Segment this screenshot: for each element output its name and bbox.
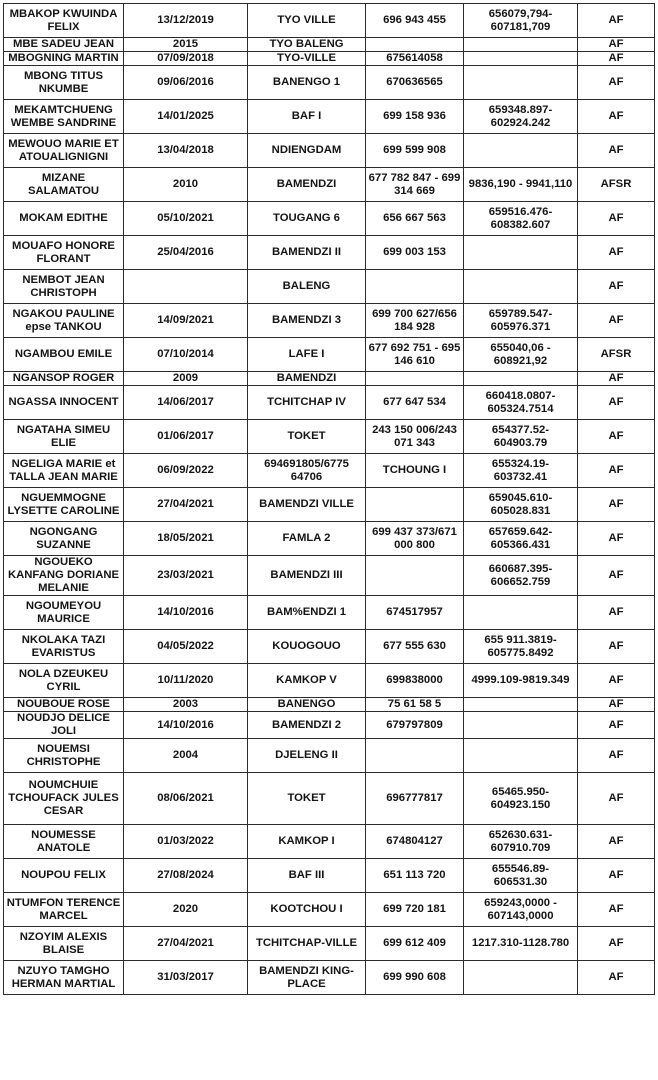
cell-date: 10/11/2020 <box>124 664 248 698</box>
cell-name: NOUEMSI CHRISTOPHE <box>4 739 124 773</box>
table-row <box>4 630 655 664</box>
cell-status: AF <box>578 4 655 38</box>
cell-locality: FAMLA 2 <box>248 522 366 556</box>
cell-coordinates <box>464 270 578 304</box>
cell-coordinates: 1217.310-1128.780 <box>464 927 578 961</box>
cell-locality: BAMENDZI III <box>248 556 366 596</box>
cell-phone: 699 437 373/671 000 800 <box>366 522 464 556</box>
cell-name: MOKAM EDITHE <box>4 202 124 236</box>
cell-name: NGONGANG SUZANNE <box>4 522 124 556</box>
table-row <box>4 270 655 304</box>
cell-locality: BAF III <box>248 859 366 893</box>
cell-phone: 656 667 563 <box>366 202 464 236</box>
cell-phone: 677 555 630 <box>366 630 464 664</box>
cell-locality: KAMKOP V <box>248 664 366 698</box>
cell-date: 2004 <box>124 739 248 773</box>
cell-phone <box>366 372 464 386</box>
cell-locality: TCHITCHAP-VILLE <box>248 927 366 961</box>
cell-coordinates <box>464 134 578 168</box>
cell-name: NOUPOU FELIX <box>4 859 124 893</box>
cell-name: MIZANE SALAMATOU <box>4 168 124 202</box>
cell-coordinates <box>464 698 578 712</box>
cell-phone <box>366 488 464 522</box>
table-row <box>4 420 655 454</box>
cell-locality: DJELENG II <box>248 739 366 773</box>
cell-coordinates: 655040,06 - 608921,92 <box>464 338 578 372</box>
cell-coordinates <box>464 66 578 100</box>
cell-coordinates: 655546.89-606531.30 <box>464 859 578 893</box>
table-row <box>4 66 655 100</box>
cell-locality: TOKET <box>248 420 366 454</box>
cell-name: NEMBOT JEAN CHRISTOPH <box>4 270 124 304</box>
cell-phone: 699 003 153 <box>366 236 464 270</box>
cell-coordinates <box>464 372 578 386</box>
cell-date: 23/03/2021 <box>124 556 248 596</box>
cell-locality: BAMENDZI <box>248 168 366 202</box>
cell-status: AF <box>578 386 655 420</box>
table-row <box>4 859 655 893</box>
cell-locality: TOKET <box>248 773 366 825</box>
cell-coordinates <box>464 961 578 995</box>
cell-phone: 699 720 181 <box>366 893 464 927</box>
cell-date: 07/10/2014 <box>124 338 248 372</box>
cell-phone: TCHOUNG I <box>366 454 464 488</box>
cell-status: AF <box>578 100 655 134</box>
cell-status: AF <box>578 454 655 488</box>
table-row <box>4 825 655 859</box>
table-row <box>4 52 655 66</box>
table-row <box>4 168 655 202</box>
cell-status: AF <box>578 236 655 270</box>
cell-coordinates <box>464 712 578 739</box>
table-row <box>4 304 655 338</box>
cell-phone: 699 158 936 <box>366 100 464 134</box>
cell-date: 08/06/2021 <box>124 773 248 825</box>
cell-status: AF <box>578 825 655 859</box>
cell-date: 07/09/2018 <box>124 52 248 66</box>
cell-phone: 699 612 409 <box>366 927 464 961</box>
registry-table <box>3 3 655 995</box>
cell-date: 14/06/2017 <box>124 386 248 420</box>
cell-status: AF <box>578 38 655 52</box>
cell-status: AF <box>578 596 655 630</box>
cell-locality: KOUOGOUO <box>248 630 366 664</box>
cell-phone: 243 150 006/243 071 343 <box>366 420 464 454</box>
cell-status: AF <box>578 202 655 236</box>
cell-date: 05/10/2021 <box>124 202 248 236</box>
cell-name: NOLA DZEUKEU CYRIL <box>4 664 124 698</box>
cell-name: NZUYO TAMGHO HERMAN MARTIAL <box>4 961 124 995</box>
cell-name: MBE SADEU JEAN <box>4 38 124 52</box>
cell-date: 2020 <box>124 893 248 927</box>
cell-name: NGANSOP ROGER <box>4 372 124 386</box>
cell-locality: BAM%ENDZI 1 <box>248 596 366 630</box>
cell-name: NTUMFON TERENCE MARCEL <box>4 893 124 927</box>
table-row <box>4 134 655 168</box>
cell-locality: BAMENDZI <box>248 372 366 386</box>
cell-locality: 694691805/6775 64706 <box>248 454 366 488</box>
cell-coordinates <box>464 236 578 270</box>
cell-coordinates: 657659.642-605366.431 <box>464 522 578 556</box>
table-row <box>4 961 655 995</box>
cell-name: NGUEMMOGNE LYSETTE CAROLINE <box>4 488 124 522</box>
cell-phone: 699 599 908 <box>366 134 464 168</box>
cell-phone: 699 990 608 <box>366 961 464 995</box>
cell-locality: BAMENDZI VILLE <box>248 488 366 522</box>
table-row <box>4 698 655 712</box>
table-row <box>4 773 655 825</box>
cell-date: 01/06/2017 <box>124 420 248 454</box>
cell-locality: BALENG <box>248 270 366 304</box>
cell-coordinates <box>464 38 578 52</box>
cell-coordinates: 656079,794-607181,709 <box>464 4 578 38</box>
cell-phone: 670636565 <box>366 66 464 100</box>
cell-status: AF <box>578 961 655 995</box>
cell-date <box>124 270 248 304</box>
cell-date: 2010 <box>124 168 248 202</box>
cell-locality: BAMENDZI II <box>248 236 366 270</box>
cell-name: NOUMCHUIE TCHOUFACK JULES CESAR <box>4 773 124 825</box>
table-row <box>4 100 655 134</box>
cell-phone: 75 61 58 5 <box>366 698 464 712</box>
cell-status: AF <box>578 372 655 386</box>
cell-name: NZOYIM ALEXIS BLAISE <box>4 927 124 961</box>
cell-locality: BAMENDZI 3 <box>248 304 366 338</box>
cell-locality: KAMKOP I <box>248 825 366 859</box>
cell-status: AF <box>578 739 655 773</box>
cell-phone: 674804127 <box>366 825 464 859</box>
cell-coordinates: 659243,0000 - 607143,0000 <box>464 893 578 927</box>
cell-name: NGOUEKO KANFANG DORIANE MELANIE <box>4 556 124 596</box>
cell-name: MOUAFO HONORE FLORANT <box>4 236 124 270</box>
cell-name: NKOLAKA TAZI EVARISTUS <box>4 630 124 664</box>
cell-coordinates: 655 911.3819-605775.8492 <box>464 630 578 664</box>
cell-coordinates: 654377.52-604903.79 <box>464 420 578 454</box>
cell-name: NOUDJO DELICE JOLI <box>4 712 124 739</box>
cell-name: NGASSA INNOCENT <box>4 386 124 420</box>
cell-locality: TYO VILLE <box>248 4 366 38</box>
cell-locality: KOOTCHOU I <box>248 893 366 927</box>
table-row <box>4 4 655 38</box>
cell-phone <box>366 739 464 773</box>
cell-date: 09/06/2016 <box>124 66 248 100</box>
cell-name: MBOGNING MARTIN <box>4 52 124 66</box>
cell-status: AF <box>578 134 655 168</box>
cell-name: NGOUMEYOU MAURICE <box>4 596 124 630</box>
cell-phone: 696 943 455 <box>366 4 464 38</box>
cell-locality: BAMENDZI 2 <box>248 712 366 739</box>
cell-date: 04/05/2022 <box>124 630 248 664</box>
cell-date: 2003 <box>124 698 248 712</box>
cell-status: AF <box>578 66 655 100</box>
cell-phone <box>366 38 464 52</box>
cell-status: AFSR <box>578 338 655 372</box>
cell-name: NGAKOU PAULINE epse TANKOU <box>4 304 124 338</box>
table-row <box>4 202 655 236</box>
table-row <box>4 596 655 630</box>
table-row <box>4 236 655 270</box>
cell-date: 27/04/2021 <box>124 488 248 522</box>
cell-name: MBONG TITUS NKUMBE <box>4 66 124 100</box>
cell-status: AF <box>578 859 655 893</box>
cell-name: MBAKOP KWUINDA FELIX <box>4 4 124 38</box>
cell-coordinates: 660687.395-606652.759 <box>464 556 578 596</box>
cell-name: NOUMESSE ANATOLE <box>4 825 124 859</box>
cell-phone: 696777817 <box>366 773 464 825</box>
cell-phone <box>366 270 464 304</box>
cell-status: AF <box>578 52 655 66</box>
cell-coordinates <box>464 596 578 630</box>
cell-status: AF <box>578 270 655 304</box>
cell-status: AF <box>578 773 655 825</box>
cell-status: AF <box>578 420 655 454</box>
cell-date: 2009 <box>124 372 248 386</box>
cell-phone: 679797809 <box>366 712 464 739</box>
cell-coordinates: 655324.19-603732.41 <box>464 454 578 488</box>
cell-phone: 677 647 534 <box>366 386 464 420</box>
cell-name: NGATAHA SIMEU ELIE <box>4 420 124 454</box>
cell-coordinates <box>464 739 578 773</box>
table-row <box>4 927 655 961</box>
cell-date: 2015 <box>124 38 248 52</box>
cell-phone: 674517957 <box>366 596 464 630</box>
cell-date: 13/12/2019 <box>124 4 248 38</box>
cell-date: 14/10/2016 <box>124 596 248 630</box>
cell-date: 25/04/2016 <box>124 236 248 270</box>
cell-locality: BAMENDZI KING-PLACE <box>248 961 366 995</box>
cell-date: 31/03/2017 <box>124 961 248 995</box>
cell-locality: BAF I <box>248 100 366 134</box>
cell-coordinates: 65465.950-604923.150 <box>464 773 578 825</box>
cell-locality: BANENGO 1 <box>248 66 366 100</box>
cell-name: NOUBOUE ROSE <box>4 698 124 712</box>
cell-phone: 699 700 627/656 184 928 <box>366 304 464 338</box>
cell-date: 27/08/2024 <box>124 859 248 893</box>
cell-locality: LAFE I <box>248 338 366 372</box>
cell-phone: 677 692 751 - 695 146 610 <box>366 338 464 372</box>
cell-coordinates: 652630.631-607910.709 <box>464 825 578 859</box>
cell-phone: 651 113 720 <box>366 859 464 893</box>
cell-coordinates: 659045.610-605028.831 <box>464 488 578 522</box>
registry-table-body <box>4 4 655 995</box>
cell-status: AF <box>578 630 655 664</box>
table-row <box>4 893 655 927</box>
table-row <box>4 739 655 773</box>
cell-coordinates: 659789.547-605976.371 <box>464 304 578 338</box>
table-row <box>4 338 655 372</box>
cell-date: 13/04/2018 <box>124 134 248 168</box>
cell-status: AF <box>578 488 655 522</box>
table-row <box>4 712 655 739</box>
cell-status: AF <box>578 712 655 739</box>
cell-status: AF <box>578 556 655 596</box>
cell-coordinates <box>464 52 578 66</box>
cell-phone: 675614058 <box>366 52 464 66</box>
cell-status: AF <box>578 927 655 961</box>
cell-date: 14/10/2016 <box>124 712 248 739</box>
cell-phone: 699838000 <box>366 664 464 698</box>
cell-status: AF <box>578 893 655 927</box>
table-row <box>4 522 655 556</box>
cell-locality: BANENGO <box>248 698 366 712</box>
cell-date: 01/03/2022 <box>124 825 248 859</box>
cell-status: AF <box>578 664 655 698</box>
cell-phone: 677 782 847 - 699 314 669 <box>366 168 464 202</box>
cell-status: AF <box>578 522 655 556</box>
cell-name: NGELIGA MARIE et TALLA JEAN MARIE <box>4 454 124 488</box>
table-row <box>4 556 655 596</box>
cell-locality: TOUGANG 6 <box>248 202 366 236</box>
cell-coordinates: 660418.0807-605324.7514 <box>464 386 578 420</box>
cell-date: 18/05/2021 <box>124 522 248 556</box>
table-row <box>4 372 655 386</box>
table-row <box>4 38 655 52</box>
cell-name: NGAMBOU EMILE <box>4 338 124 372</box>
cell-coordinates: 9836,190 - 9941,110 <box>464 168 578 202</box>
cell-date: 27/04/2021 <box>124 927 248 961</box>
cell-locality: TYO-VILLE <box>248 52 366 66</box>
cell-name: MEKAMTCHUENG WEMBE SANDRINE <box>4 100 124 134</box>
table-row <box>4 664 655 698</box>
cell-locality: TCHITCHAP IV <box>248 386 366 420</box>
table-row <box>4 386 655 420</box>
cell-status: AF <box>578 698 655 712</box>
cell-name: MEWOUO MARIE ET ATOUALIGNIGNI <box>4 134 124 168</box>
cell-status: AFSR <box>578 168 655 202</box>
cell-date: 14/01/2025 <box>124 100 248 134</box>
table-row <box>4 488 655 522</box>
cell-locality: TYO BALENG <box>248 38 366 52</box>
cell-date: 06/09/2022 <box>124 454 248 488</box>
cell-coordinates: 4999.109-9819.349 <box>464 664 578 698</box>
cell-coordinates: 659516.476-608382.607 <box>464 202 578 236</box>
cell-phone <box>366 556 464 596</box>
table-row <box>4 454 655 488</box>
cell-date: 14/09/2021 <box>124 304 248 338</box>
cell-coordinates: 659348.897-602924.242 <box>464 100 578 134</box>
cell-status: AF <box>578 304 655 338</box>
cell-locality: NDIENGDAM <box>248 134 366 168</box>
